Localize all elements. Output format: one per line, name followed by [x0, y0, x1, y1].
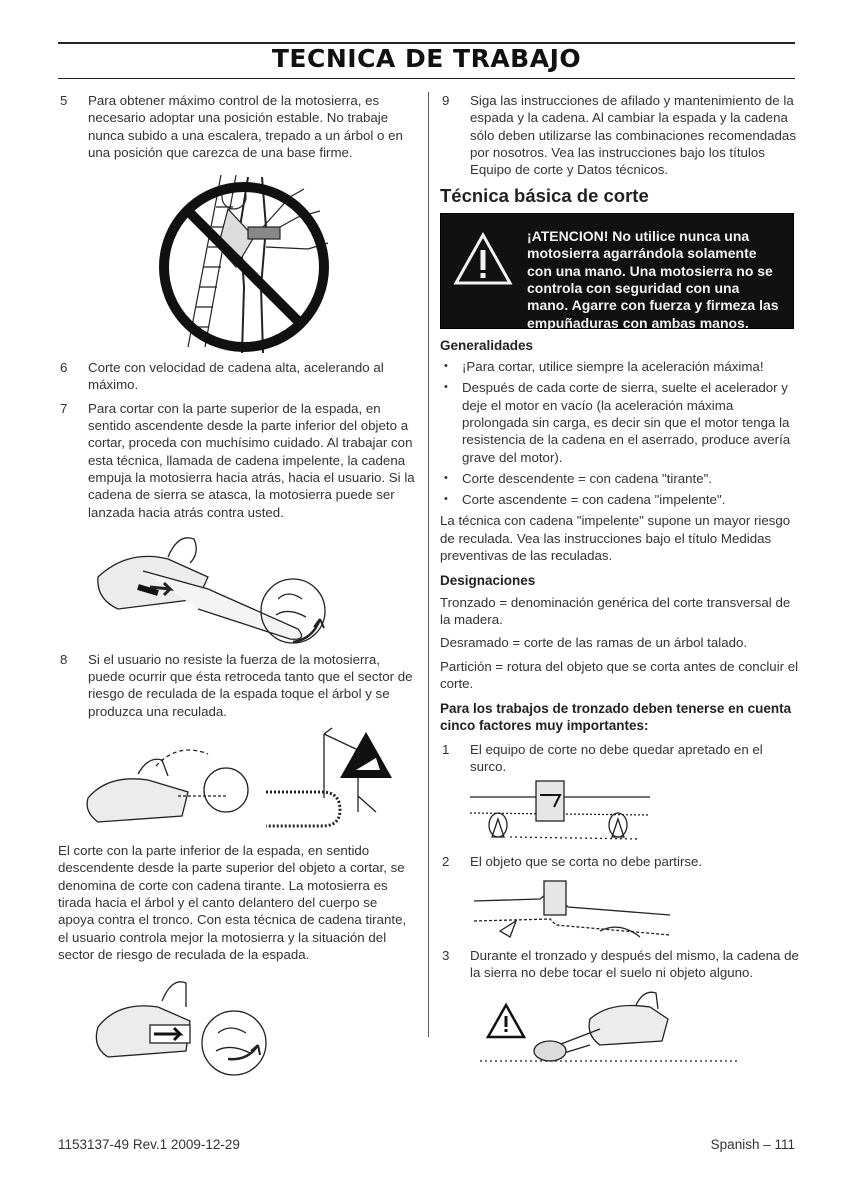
item-number: 8 [60, 651, 68, 667]
warning-triangle-icon [340, 732, 392, 778]
push-chain-paragraph: La técnica con cadena "impelente" supone un mayor riesgo de reculada. Vea las instrucciones bajo el título Medidas preventivas de las reculadas. [440, 513, 791, 564]
instruction-item-5 [58, 92, 416, 161]
item-number: 5 [60, 93, 68, 108]
warning-box [440, 213, 794, 329]
item-text: Durante el tronzado y después del mismo, la cadena de la sierra no debe tocar el suelo ni objeto alguno. [470, 947, 799, 980]
page-title: TECNICA DE TRABAJO [271, 44, 582, 73]
right-column [440, 92, 800, 1065]
document-code: 1153137-49 Rev.1 2009-12-29 [58, 1137, 240, 1152]
push-chain-illustration [58, 529, 416, 647]
pull-chain-paragraph: El corte con la parte inferior de la espada, en sentido descendente desde la parte superior del objeto a cortar, se denomina de corte con cadena tirante. La motosierra es tirada hacia el árbol y el canto delantero del cuerpo se apoya contra el tronco. Con esta técnica de cadena tirante, el usuario controla mejor la motosierra y la situación del sector de riesgo de reculada de la espada. [58, 843, 407, 962]
pull-chain-illustration [58, 971, 416, 1083]
definition-tronzado: Tronzado = denominación genérica del corte transversal de la madera. [440, 594, 791, 627]
factor-item-1 [440, 741, 800, 776]
generalidades-heading: Generalidades [440, 337, 534, 353]
factor-item-2 [440, 853, 800, 870]
definition-particion: Partición = rotura del objeto que se corta antes de concluir el corte. [440, 658, 799, 691]
warning-text: ¡ATENCION! No utilice nunca una motosierra agarrándola solamente con una mano. Una motosierra no se controla con seguridad con una mano. Agarre con fuerza y firmeza las empuñaduras con ambas manos. [527, 227, 779, 331]
generalidades-list [440, 358, 800, 508]
item-number: 1 [442, 741, 450, 757]
section-title: Técnica básica de corte [440, 185, 649, 207]
item-text: Corte con velocidad de cadena alta, acelerando al máximo. [88, 360, 384, 393]
definition-desramado: Desramado = corte de las ramas de un árbol talado. [440, 635, 748, 651]
instruction-item-9 [440, 92, 800, 178]
column-divider [428, 92, 429, 1037]
instruction-item-7 [58, 400, 416, 521]
instruction-item-6 [58, 359, 416, 394]
item-text: Para obtener máximo control de la motosierra, es necesario adoptar una posición estable. No trabaje nunca subido a una escalera, trepado a un árbol o en una posición que carezca de una base firme. [88, 93, 403, 160]
factors-heading: Para los trabajos de tronzado deben tenerse en cuenta cinco factores muy importantes: [440, 701, 792, 734]
item-text: Si el usuario no resiste la fuerza de la motosierra, puede ocurrir que ésta retroceda tanto que el sector de riesgo de reculada de la espada toque el árbol y se produzca una reculada. [88, 651, 413, 719]
item-number: 2 [442, 854, 450, 870]
item-number: 3 [442, 947, 450, 963]
page-number: Spanish – 111 [710, 1137, 795, 1152]
pinched-bar-illustration [440, 775, 800, 853]
factor-item-3 [440, 947, 800, 982]
splitting-log-illustration [440, 871, 800, 947]
header-rule-bottom [58, 78, 795, 79]
ground-contact-illustration [440, 985, 800, 1065]
warning-triangle-icon [453, 232, 513, 286]
item-text: Siga las instrucciones de afilado y mantenimiento de la espada y la cadena. Al cambiar la espada y la cadena sólo deben utilizarse las combinaciones recomendadas por nosotros. Vea las instrucciones bajo los títulos Equipo de corte y Datos técnicos. [470, 93, 796, 178]
item-number: 7 [60, 400, 68, 416]
list-item: • Corte ascendente = con cadena "impelente". [444, 492, 726, 508]
ladder-prohibited-illustration [58, 167, 416, 357]
item-text: El equipo de corte no debe quedar apretado en el surco. [470, 741, 763, 775]
list-item: • ¡Para cortar, utilice siempre la aceleración máxima! [444, 359, 764, 375]
list-item: • Corte descendente = con cadena "tirante". [444, 470, 713, 486]
instruction-item-8 [58, 651, 416, 720]
item-text: El objeto que se corta no debe partirse. [470, 854, 703, 870]
item-number: 9 [442, 93, 450, 108]
designaciones-heading: Designaciones [440, 573, 536, 589]
list-item: • Después de cada corte de sierra, suelte el acelerador y deje el motor en vacío (la aceleración máxima prolongada sin carga, es decir sin que el motor tenga la resistencia de la cadena en el aserrado, produce avería grave del motor). [444, 380, 791, 465]
kickback-illustration [58, 726, 416, 836]
left-column [58, 92, 416, 1083]
item-number: 6 [60, 360, 68, 376]
item-text: Para cortar con la parte superior de la espada, en sentido ascendente desde la parte inferior del objeto a cortar, proceda con muchísimo cuidado. Al trabajar con esta técnica, llamada de cadena impelente, la cadena empuja la motosierra hacia atrás, hacia el usuario. Si la cadena de sierra se atasca, la motosierra puede ser lanzada hacia atrás contra usted. [88, 400, 415, 520]
